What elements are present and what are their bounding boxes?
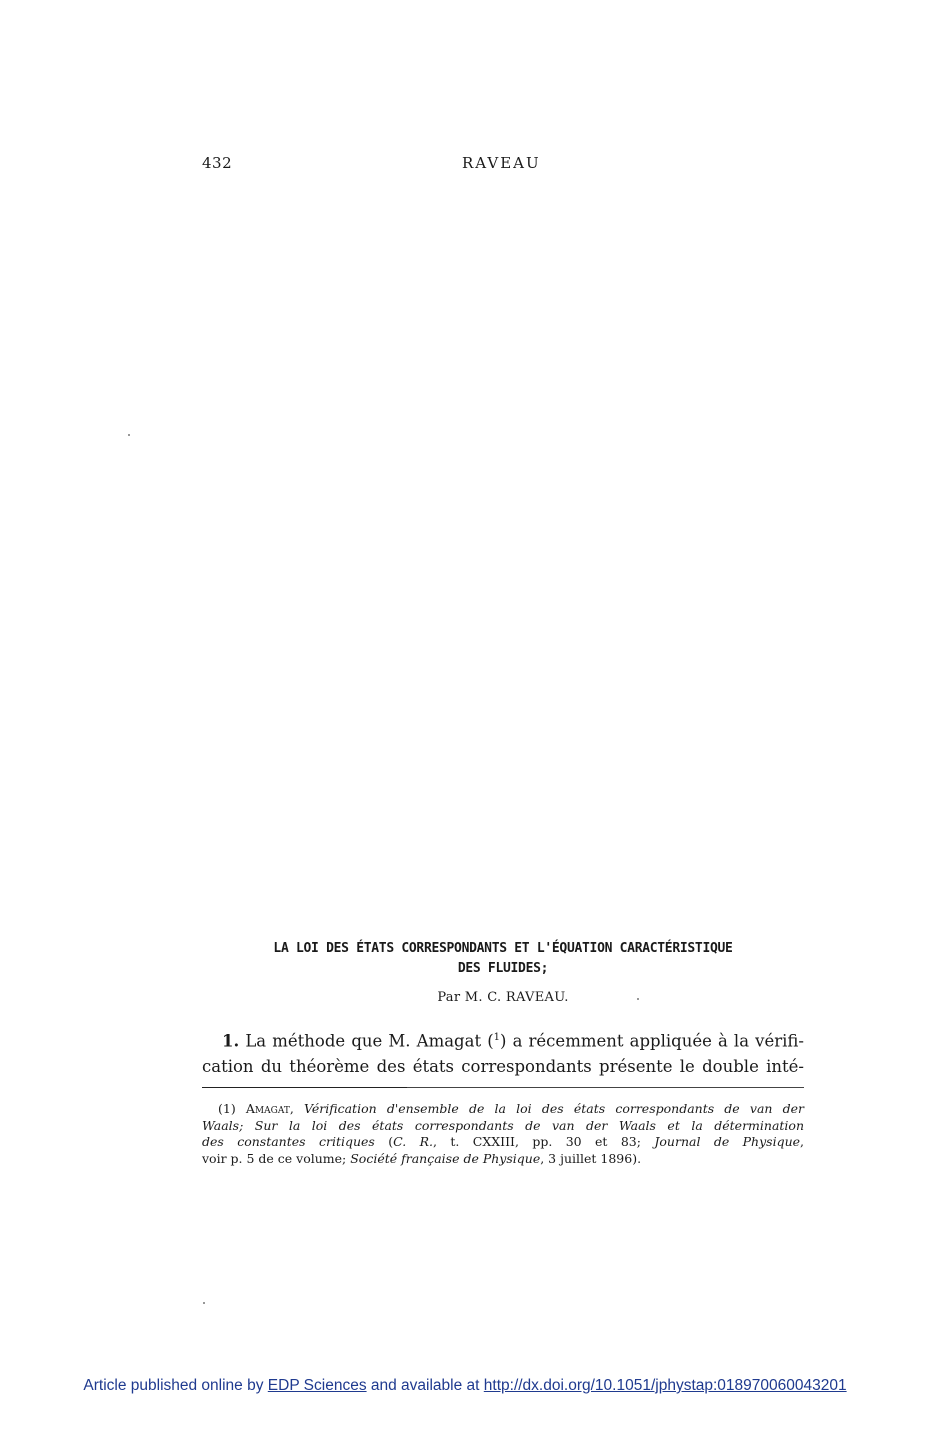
body-text xyxy=(202,1025,804,1079)
footnote-line-4 xyxy=(202,1151,804,1168)
article-title-line-2: DES FLUIDES; xyxy=(457,961,549,976)
footnote-ref: 1 xyxy=(493,1032,501,1043)
article-title-line-1: LA LOI DES ÉTATS CORRESPONDANTS ET L'ÉQUATION CARACTÉRISTIQUE xyxy=(273,941,733,956)
page-number: 432 xyxy=(202,154,233,172)
publication-footer xyxy=(0,1377,930,1395)
article-title xyxy=(200,939,806,979)
scan-speck xyxy=(203,1302,205,1304)
footnote-author: Amagat xyxy=(245,1101,290,1116)
footer-prefix: Article published online by xyxy=(83,1377,268,1394)
publisher-link[interactable]: EDP Sciences xyxy=(267,1377,367,1394)
footnote-line-4-b: , 3 juillet 1896). xyxy=(540,1150,642,1166)
footnote-title-3: des constantes critiques xyxy=(202,1134,375,1149)
footnote-journal: Journal de Physique xyxy=(654,1134,801,1149)
section-number: 1. xyxy=(222,1031,240,1051)
body-line-1 xyxy=(202,1025,804,1054)
scan-speck xyxy=(128,434,130,436)
running-head: RAVEAU xyxy=(462,154,541,172)
footnote-marker: (1) xyxy=(218,1101,236,1116)
footnote xyxy=(202,1101,804,1167)
footnote-title-1: Vérification d'ensemble de la loi des états correspondants de van der xyxy=(304,1101,804,1116)
footnote-line-3 xyxy=(202,1134,804,1151)
footnote-cr: C. R. xyxy=(393,1134,434,1149)
footnote-line-2: Waals; Sur la loi des états correspondants de van der Waals et la détermination xyxy=(202,1117,804,1133)
footnote-ref-open: ( xyxy=(374,1134,394,1149)
footnote-line-4-a: voir p. 5 de ce volume; xyxy=(202,1150,351,1166)
footnote-society: Société française de Physique xyxy=(350,1150,541,1166)
body-line-1-a: La méthode que M. Amagat ( xyxy=(239,1031,494,1051)
body-line-1-b: ) a récemment appliquée à la vérifi- xyxy=(500,1031,804,1051)
doi-link[interactable]: http://dx.doi.org/10.1051/jphystap:018970060043201 xyxy=(483,1377,847,1394)
footer-middle: and available at xyxy=(366,1377,484,1394)
body-line-2: cation du théorème des états correspondants présente le double inté- xyxy=(202,1056,804,1076)
footnote-rule-solid xyxy=(202,1087,407,1088)
footnote-line-1: (1) Amagat, Vérification d'ensemble de la loi des états correspondants de van der xyxy=(218,1101,804,1116)
footnote-volume: , t. CXXIII, pp. 30 et 83; xyxy=(433,1134,655,1149)
byline: Par M. C. RAVEAU. xyxy=(437,990,569,1005)
footnote-line-3-end: , xyxy=(800,1134,805,1149)
